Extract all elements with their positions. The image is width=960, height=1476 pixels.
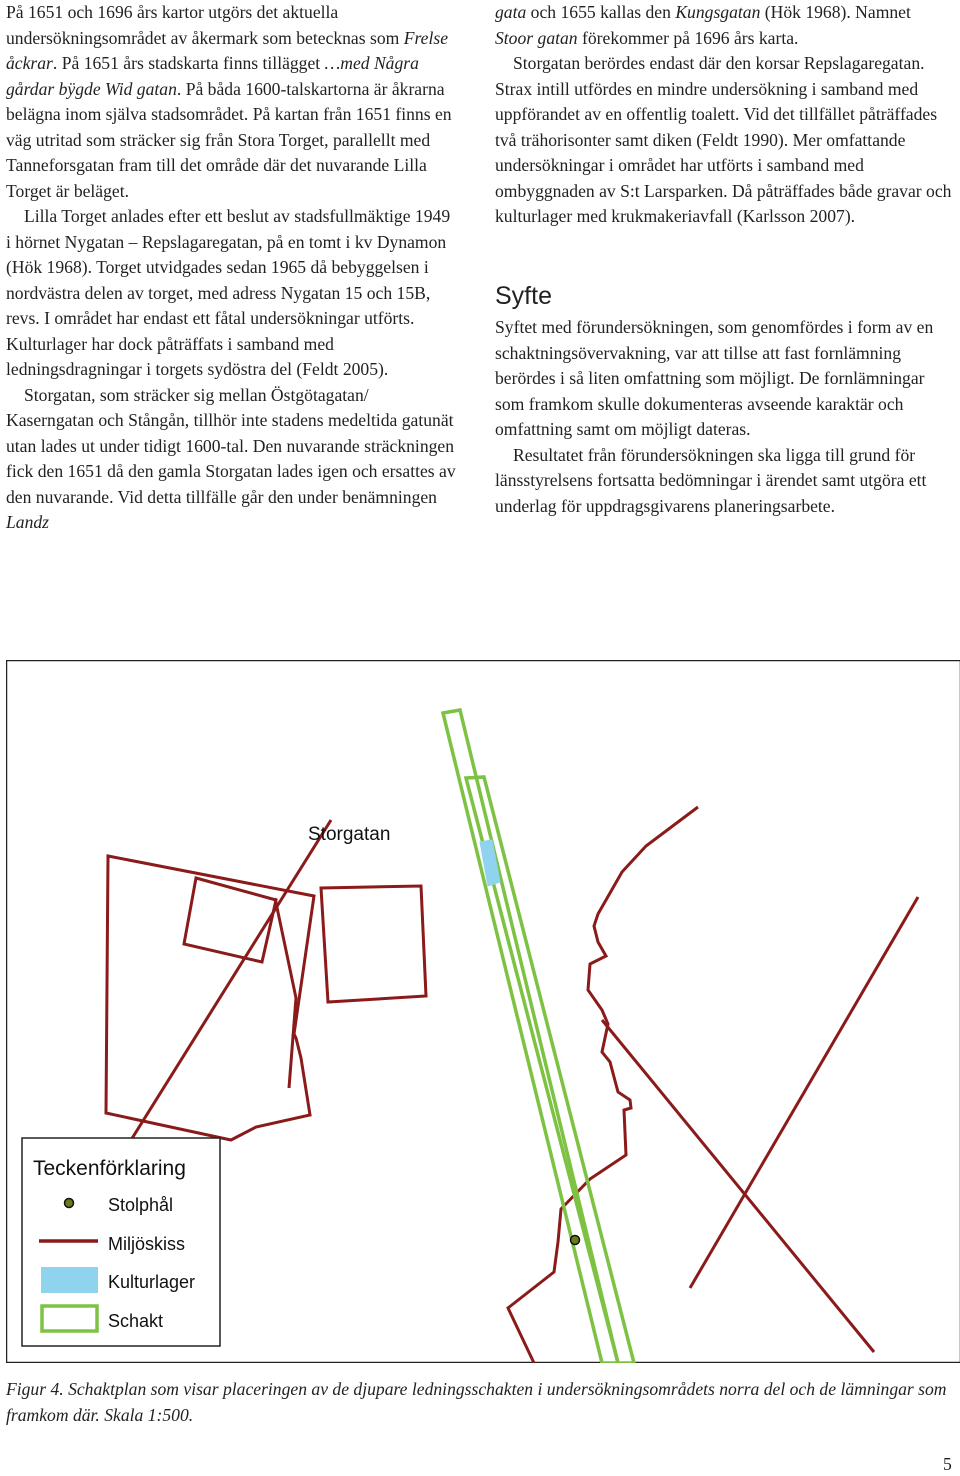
- legend-label: Schakt: [108, 1311, 164, 1331]
- paragraph: Storgatan, som sträcker sig mellan Östgötagatan/ Kaserngatan och Stångån, tillhör inte stadens medeltida gatunät utan lades ut under tidigt 1600-tal. Den nuvarande sträckningen fick den 1651 då den gamla Storgatan lades igen och ersattes av den nuvarande. Vid detta tillfälle går den under benämningen Landz: [6, 384, 456, 532]
- italic-term: Frelse åckrar: [6, 27, 449, 73]
- paragraph: gata och 1655 kallas den Kungsgatan (Hök 1968). Namnet Stoor gatan förekommer på 1696 års karta.: [495, 2, 911, 48]
- left-text-column: [6, 0, 458, 536]
- paragraph: Syftet med förundersökningen, som genomfördes i form av en schaktningsövervakning, var att tillse att fast fornlämning berördes i så liten omfattning som möjligt. De fornlämningar som framkom skulle dokumenteras avseende karaktär och omfattning samt om möjligt dateras.: [495, 317, 934, 439]
- kulturlager-legend-icon: [41, 1267, 98, 1293]
- italic-term: Stoor gatan: [495, 27, 578, 48]
- paragraph: På 1651 och 1696 års kartor utgörs det aktuella undersökningsområdet av åkermark som betecknas som Frelse åckrar. På 1651 års stadskarta finns tillägget …med Några gårdar bÿgde Wid gatan. På båda 1600-talskartorna är åkrarna belägna inom själva stadsområdet. På kartan från 1651 finns en väg utritad som sträcker sig från Stora Torget, parallellt med Tanneforsgatan fram till det område där det nuvarande Lilla Torget är beläget.: [6, 2, 452, 201]
- schakt-legend-icon: [42, 1306, 97, 1331]
- legend-label: Kulturlager: [108, 1272, 196, 1292]
- figure-caption: Figur 4. Schaktplan som visar placeringen av de djupare ledningsschakten i undersökningsområdets norra del och de lämningar som framkom där. Skala 1:500.: [6, 1379, 947, 1425]
- italic-term: …med Några gårdar bÿgde Wid gatan: [6, 53, 419, 99]
- legend-label: Stolphål: [108, 1195, 174, 1215]
- legend-title: Teckenförklaring: [33, 1157, 186, 1180]
- italic-term: Kungsgatan: [675, 2, 761, 22]
- right-text-column: [495, 0, 953, 519]
- map-legend: [22, 1138, 220, 1346]
- italic-term: Landz: [6, 512, 50, 532]
- paragraph: Storgatan berördes endast där den korsar Repslagaregatan. Strax intill utfördes en mindre undersökning i samband med uppförandet av en offentlig toalett. Vid det tillfället påträffades två trähorisonter samt diken (Feldt 1990). Mer omfattande undersökningar i området har utförts i samband med ombyggnaden av S:t Larsparken. Då påträffades både gravar och kulturlager med krukmakeriavfall (Karlsson 2007).: [495, 53, 952, 226]
- section-heading: Syfte: [495, 281, 552, 310]
- legend-label: Miljöskiss: [108, 1234, 186, 1254]
- stolphal-legend-icon: [65, 1199, 74, 1208]
- italic-term: gata: [495, 2, 527, 22]
- page-number: 5: [943, 1454, 952, 1474]
- stolphal-marker: [571, 1236, 580, 1245]
- paragraph: Lilla Torget anlades efter ett beslut av stadsfullmäktige 1949 i hörnet Nygatan – Repslagaregatan, på en tomt i kv Dynamon (Hök 1968). Torget utvidgades sedan 1965 då bebyggelsen i nordvästra delen av torget, med adress Nygatan 15 och 15B, revs. I området har endast ett fåtal undersökningar utförts. Kulturlager har dock påträffats i samband med ledningsdragningar i torgets sydöstra del (Feldt 2005).: [6, 206, 451, 379]
- street-label: Storgatan: [308, 824, 391, 845]
- excavation-map: [6, 660, 960, 1363]
- paragraph: Resultatet från förundersökningen ska ligga till grund för länsstyrelsens fortsatta bedömningar i ärendet samt utgöra ett underlag för uppdragsgivarens planeringsarbete.: [495, 444, 927, 516]
